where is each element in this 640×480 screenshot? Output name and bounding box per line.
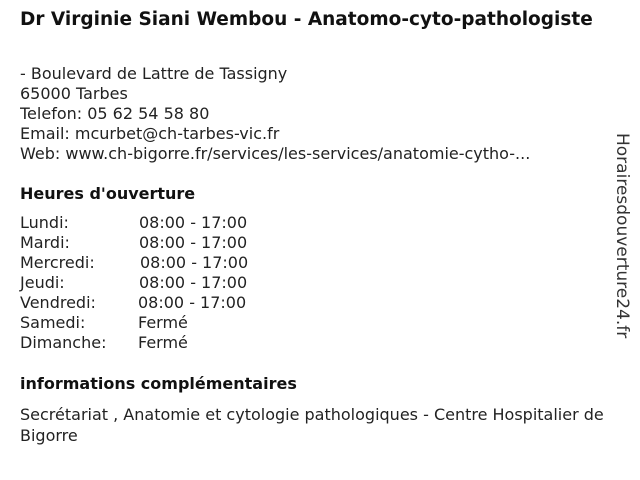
hours-value: Fermé <box>138 333 188 352</box>
day-label: Dimanche: <box>20 333 107 352</box>
hours-row-sunday <box>20 333 320 353</box>
day-label: Lundi: <box>20 213 69 232</box>
city-postcode: 65000 Tarbes <box>20 84 128 103</box>
opening-hours-heading: Heures d'ouverture <box>20 184 196 203</box>
hours-value: Fermé <box>138 313 188 332</box>
hours-value: 08:00 - 17:00 <box>139 233 248 252</box>
hours-row-wednesday <box>20 253 320 273</box>
hours-row-thursday <box>20 273 320 293</box>
day-label: Mardi: <box>20 233 70 252</box>
phone-line <box>20 104 610 124</box>
page-title: Dr Virginie Siani Wembou - Anatomo-cyto-pathologiste <box>20 9 593 30</box>
additional-info-heading: informations complémentaires <box>20 374 297 393</box>
web-label: Web: <box>20 144 61 163</box>
hours-row-friday <box>20 293 320 313</box>
hours-value: 08:00 - 17:00 <box>139 213 248 232</box>
hours-value: 08:00 - 17:00 <box>139 273 248 292</box>
opening-hours-table <box>20 213 320 353</box>
hours-row-tuesday <box>20 233 320 253</box>
website-link[interactable]: www.ch-bigorre.fr/services/les-services/anatomie-cytho-... <box>65 144 531 163</box>
email-label: Email: <box>20 124 70 143</box>
hours-value: 08:00 - 17:00 <box>138 293 247 312</box>
day-label: Jeudi: <box>20 273 65 292</box>
day-label: Mercredi: <box>20 253 95 272</box>
email-line <box>20 124 610 144</box>
contact-block <box>20 64 610 164</box>
web-line <box>20 144 610 164</box>
site-watermark: Horairesdouverture24.fr <box>612 133 632 339</box>
hours-row-monday <box>20 213 320 233</box>
hours-row-saturday <box>20 313 320 333</box>
day-label: Vendredi: <box>20 293 96 312</box>
phone-link[interactable]: 05 62 54 58 80 <box>87 104 210 123</box>
hours-value: 08:00 - 17:00 <box>140 253 249 272</box>
additional-info-text: Secrétariat , Anatomie et cytologie pathologiques - Centre Hospitalier de Bigorre <box>20 405 604 445</box>
phone-label: Telefon: <box>20 104 83 123</box>
day-label: Samedi: <box>20 313 86 332</box>
email-link[interactable]: mcurbet@ch-tarbes-vic.fr <box>74 124 280 143</box>
street-address: - Boulevard de Lattre de Tassigny <box>20 64 288 83</box>
